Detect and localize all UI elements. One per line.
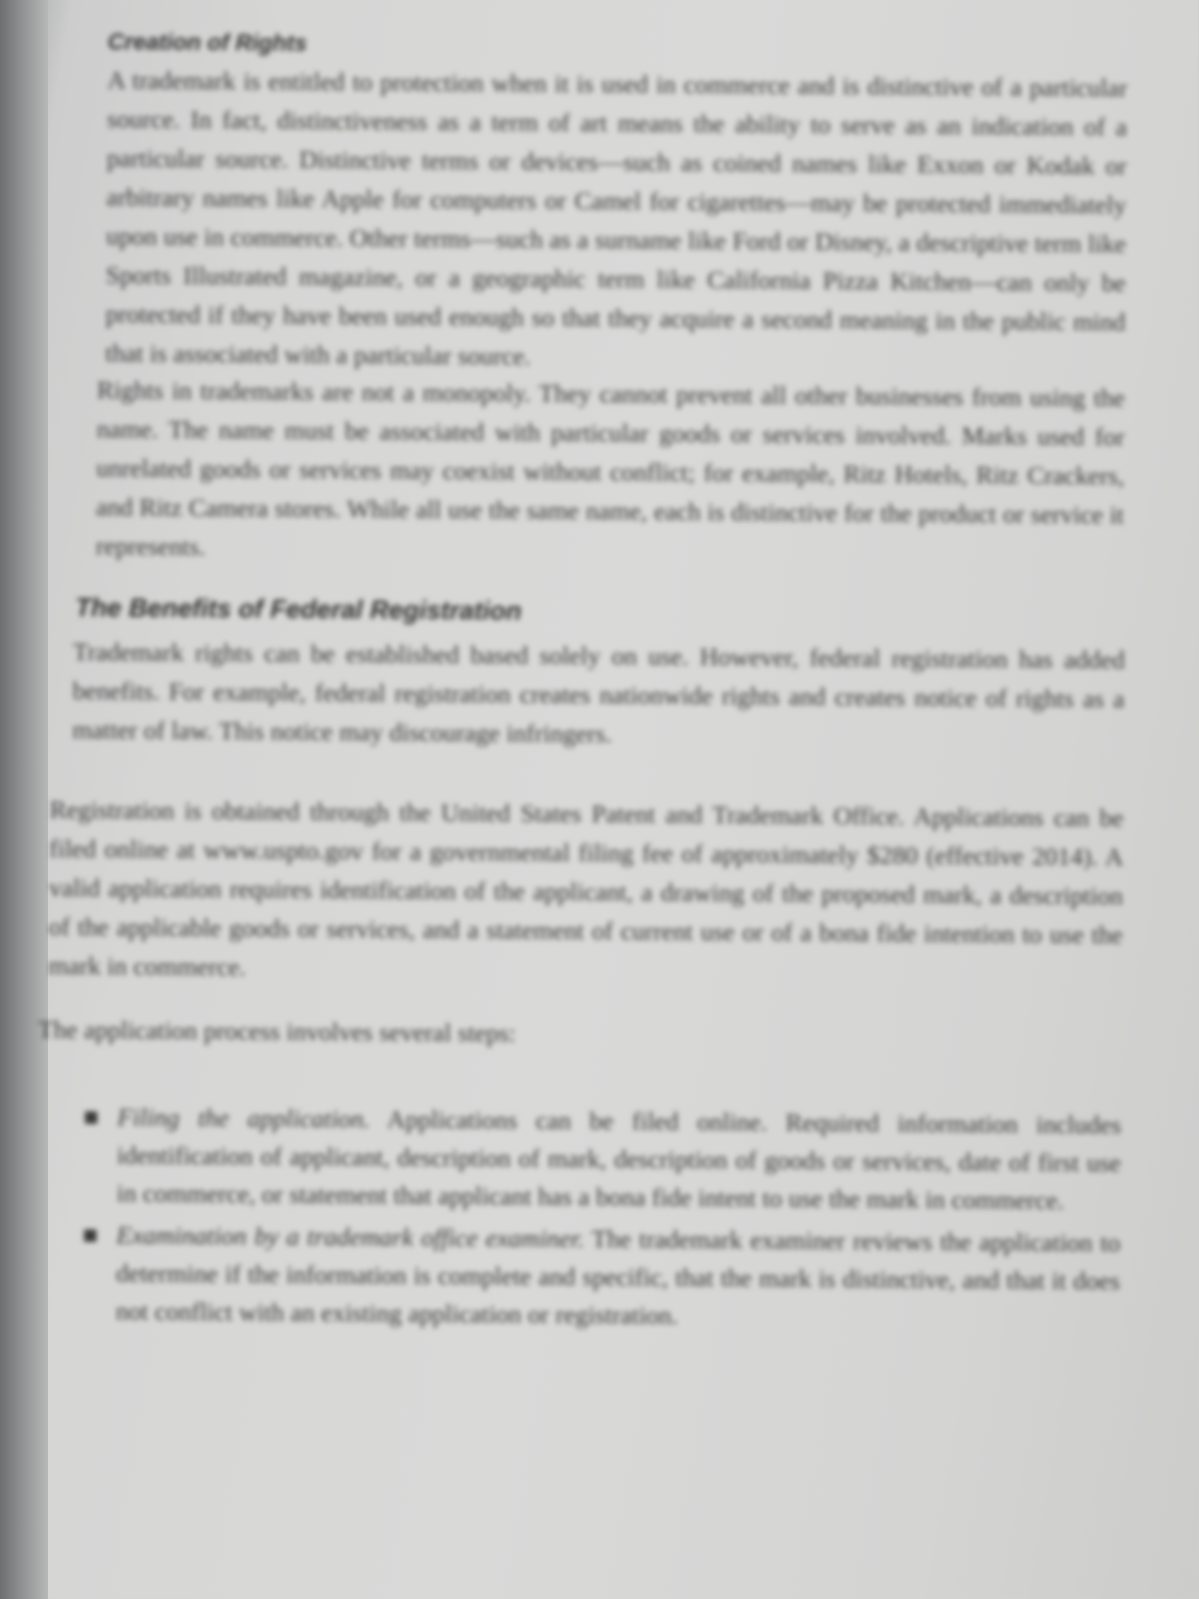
section-heading-creation-of-rights: Creation of Rights <box>107 28 308 56</box>
list-item <box>80 1098 1121 1220</box>
list-item-lead: Filing the application. <box>117 1102 371 1134</box>
section-heading-federal-registration: The Benefits of Federal Registration <box>75 592 522 626</box>
list-item <box>80 1216 1121 1338</box>
list-item-lead: Examination by a trademark office examiner. <box>116 1220 585 1254</box>
book-spine-shadow <box>0 0 48 1599</box>
list-item-text: The trademark examiner reviews the application to determine if the information is complete and specific, that the mark is distinctive, and that it does not conflict with an existing application or registration. <box>115 1224 1121 1330</box>
paragraph-federal-registration-1: Trademark rights can be established based solely on use. However, federal registration has added benefits. For example, federal registration creates nationwide rights and creates notice of rights as a matter of law. This notice may discourage infringers. <box>72 637 1125 749</box>
paragraph-creation-of-rights-2: Rights in trademarks are not a monopoly. They cannot prevent all other businesses from using the name. The name must be associated with particular goods or services involved. Marks used for unrelated goods or services may coexist without conflict; for example, Ritz Hotels, Ritz Crackers, and Ritz Camera stores. While all use the same name, each is distinctive for the product or service it represents. <box>95 375 1126 562</box>
paragraph-creation-of-rights-1: A trademark is entitled to protection when it is used in commerce and is distinctive of a particular source. In fact, distinctiveness as a term of art means the ability to serve as an indication of a particular source. Distinctive terms or devices—such as coined names like Exxon or Kodak or arbitrary names like Apple for computers or Camel for cigarettes—may be protected immediately upon use in commerce. Other terms—such as a surname like Ford or Disney, a descriptive term like Sports Illustrated magazine, or a geographic term like California Pizza Kitchen—can only be protected if they have been used enough so that they acquire a second meaning in the public mind that is associated with a particular source. <box>105 65 1128 371</box>
paragraph-application-steps-intro: The application process involves several steps: <box>37 1014 517 1048</box>
bullet-square-icon: ■ <box>83 1102 100 1132</box>
bullet-square-icon: ■ <box>82 1220 99 1250</box>
paragraph-federal-registration-2: Registration is obtained through the United States Patent and Trademark Office. Applications can be filed online at www.uspto.gov for a governmental filing fee of approximately $280 (effective 2014). A valid application requires identification of the applicant, a drawing of the proposed mark, a description of the applicable goods or services, and a statement of current use or of a bona fide intention to use the mark in commerce. <box>48 794 1124 982</box>
book-page <box>37 0 1140 1599</box>
list-item-text: Applications can be filed online. Required information includes identification of applicant, description of mark, description of goods or services, date of first use in commerce, or statement that applicant has a bona fide intent to use the mark in commerce. <box>116 1104 1122 1215</box>
application-steps-list <box>80 1098 1122 1342</box>
